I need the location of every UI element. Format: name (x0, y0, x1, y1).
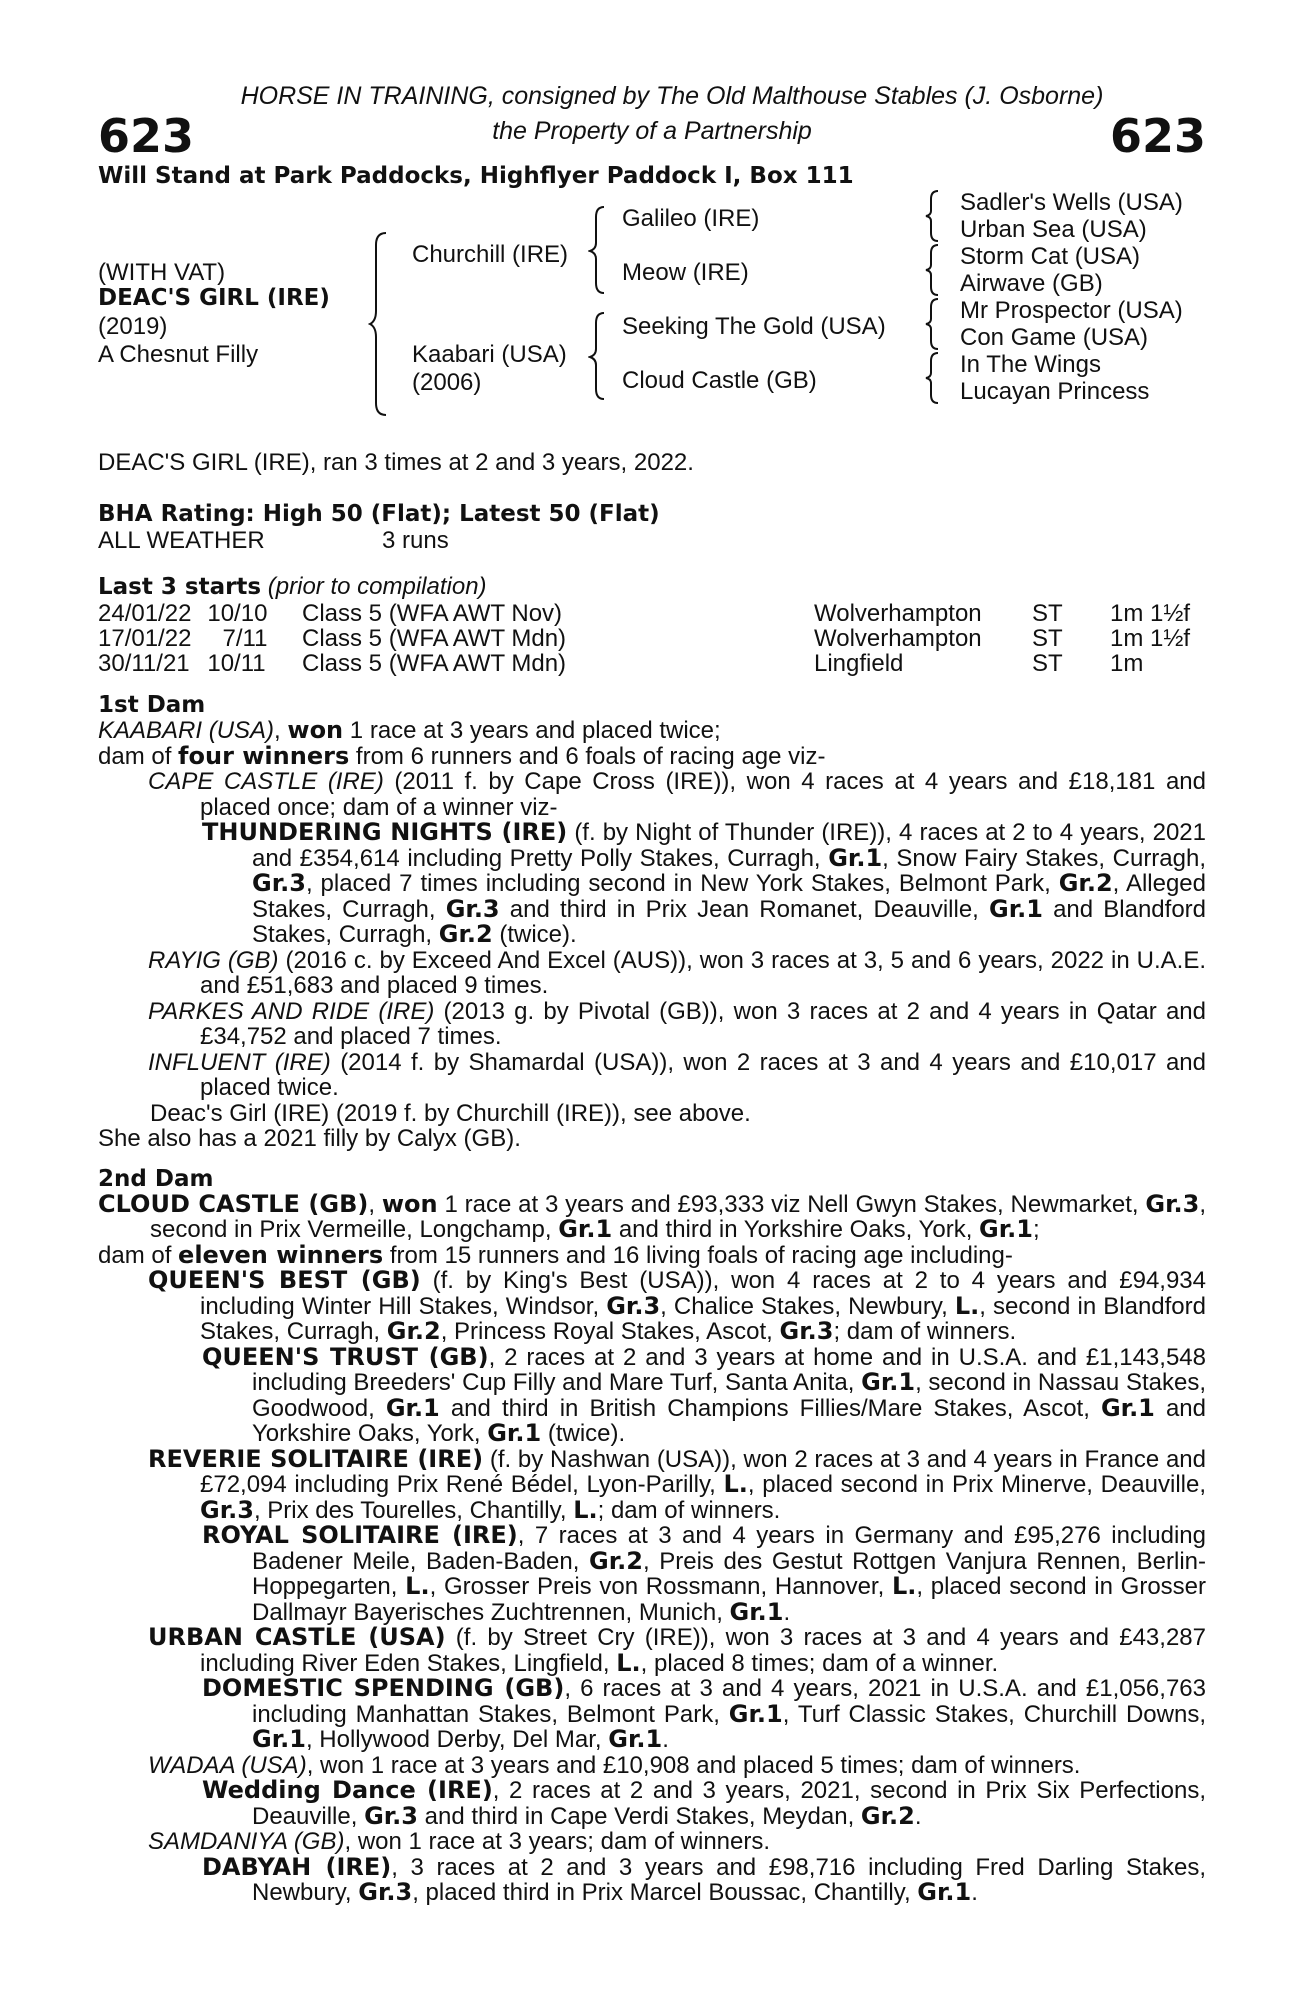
ped-dss: Mr Prospector (USA) (960, 297, 1183, 324)
start-row (98, 626, 1206, 651)
g: Gr.1 (1100, 1393, 1155, 1422)
t: 1 race at 3 years and £93,333 viz Nell Gwyn Stakes, Newmarket, (437, 1190, 1146, 1218)
progeny-urban-castle (98, 1625, 1206, 1676)
t: (twice). (541, 1420, 626, 1447)
t: (twice). (492, 921, 577, 948)
n: QUEEN'S TRUST (GB) (202, 1342, 489, 1371)
ped-ddd: Lucayan Princess (960, 378, 1150, 405)
progeny-influent (98, 1050, 1206, 1101)
n: SAMDANIYA (GB) (148, 1828, 345, 1855)
t: , placed third in Prix Marcel Boussac, Chantilly, (412, 1879, 918, 1906)
starts-heading-row (98, 573, 1206, 601)
t: and Yorkshire Oaks, York, (252, 1394, 1207, 1447)
start-race: Class 5 (WFA AWT Nov) (302, 600, 563, 627)
pedigree-table (98, 189, 1206, 427)
rating-section (98, 501, 1206, 553)
g: Gr.3 (252, 869, 306, 897)
t: and third in Prix Jean Romanet, Deauville, (499, 895, 989, 923)
t: and Blandford Stakes, Curragh, (252, 895, 1206, 948)
n: DABYAH (IRE) (202, 1852, 392, 1881)
t: ; dam of winners. (833, 1318, 1017, 1345)
g: Gr.2 (860, 1801, 915, 1830)
start-position: 7/11 (222, 625, 268, 652)
n: ROYAL SOLITAIRE (IRE) (202, 1521, 518, 1549)
dam-dam: Cloud Castle (GB) (622, 367, 817, 394)
vat-label: (WITH VAT) (98, 259, 226, 286)
g: Gr.3 (445, 894, 500, 923)
t: dam of (98, 1241, 179, 1269)
pedigree-brace-3 (588, 311, 608, 401)
t: , 7 races at 3 and 4 years in Germany and £95,276 including Badener Meile, Baden-Baden, (252, 1522, 1206, 1575)
progeny-cape-castle (98, 769, 1206, 820)
t: ; (1032, 1216, 1040, 1243)
g: Gr.1 (917, 1878, 972, 1906)
start-position: 10/10 (207, 600, 268, 627)
second-dam-heading: 2nd Dam (98, 1165, 214, 1192)
t: won (381, 1189, 438, 1218)
t: , Princess Royal Stakes, Ascot, (440, 1318, 780, 1345)
g: Gr.1 (608, 1725, 663, 1753)
progeny-deacs-girl: Deac's Girl (IRE) (2019 f. by Churchill (IRE)), see above. (150, 1099, 751, 1127)
ped-dsd: Con Game (USA) (960, 324, 1149, 351)
g: Gr.2 (386, 1317, 441, 1345)
rating-row (98, 527, 1206, 553)
first-dam-line2 (98, 741, 1206, 770)
also-has: She also has a 2021 filly by Calyx (GB). (98, 1125, 521, 1152)
rating-heading: BHA Rating: High 50 (Flat); Latest 50 (Flat) (98, 501, 660, 527)
g: Gr.3 (606, 1291, 661, 1320)
progeny-queens-best (98, 1268, 1206, 1345)
dam: Kaabari (USA) (412, 341, 567, 368)
t: , Turf Classic Stakes, Churchill Downs, (782, 1700, 1206, 1728)
start-going: ST (1032, 625, 1063, 652)
g: Gr.2 (589, 1546, 643, 1575)
progeny-royal-solitaire (98, 1523, 1206, 1625)
t: , won 1 race at 3 years; dam of winners. (344, 1828, 771, 1855)
g: L. (573, 1495, 598, 1524)
starts-section (98, 573, 1206, 676)
t: . (662, 1726, 669, 1753)
t: (f. by Nashwan (USA)), won 2 races at 3 and 4 years in France and £72,094 including Prix René Bédel, Lyon-Parilly, (200, 1445, 1206, 1498)
t: , placed second in Grosser Dallmayr Bayerisches Zuchtrennen, Munich, (252, 1573, 1207, 1626)
lot-number-left: 623 (98, 109, 195, 163)
n: THUNDERING NIGHTS (IRE) (202, 818, 568, 846)
g: Gr.2 (1058, 869, 1113, 897)
ped-sdd: Airwave (GB) (960, 270, 1103, 297)
g: Gr.1 (989, 894, 1043, 923)
starts-table (98, 601, 1206, 676)
ped-sds: Storm Cat (USA) (960, 243, 1141, 270)
sire-dam: Meow (IRE) (622, 259, 749, 286)
t: , 3 races at 2 and 3 years and £98,716 including Fred Darling Stakes, Newbury, (252, 1853, 1206, 1906)
t: , Chalice Stakes, Newbury, (660, 1292, 955, 1320)
pedigree-brace-5 (924, 243, 942, 297)
g: L. (954, 1291, 980, 1320)
horse-description: A Chesnut Filly (98, 341, 259, 368)
g: Gr.1 (487, 1419, 542, 1447)
t: , second in Nassau Stakes, Goodwood, (252, 1369, 1206, 1422)
property-line: the Property of a Partnership (492, 117, 812, 145)
t: (f. by Street Cry (IRE)), won 3 races at 3 and 4 years and £43,287 including River Eden Stakes, Lingfield, (200, 1624, 1206, 1677)
progeny-thundering-nights (98, 820, 1206, 948)
start-course: Wolverhampton (814, 625, 982, 652)
g: Gr.1 (558, 1215, 613, 1243)
g: L. (616, 1648, 641, 1677)
start-dist: 1m 1½f (1110, 625, 1191, 652)
rating-runs: 3 runs (382, 527, 449, 554)
n: WADAA (USA) (148, 1751, 307, 1779)
start-race: Class 5 (WFA AWT Mdn) (302, 650, 567, 677)
t: , (368, 1190, 382, 1218)
g: Gr.1 (385, 1393, 440, 1422)
t: , 2 races at 2 and 3 years, 2021, second in Prix Six Perfections, Deauville, (252, 1777, 1206, 1830)
first-dam-line1 (98, 718, 1206, 744)
n: Wedding Dance (IRE) (202, 1776, 493, 1804)
start-going: ST (1032, 650, 1063, 677)
horse-year: (2019) (98, 313, 168, 340)
t: , second in Blandford Stakes, Curragh, (200, 1292, 1206, 1345)
t: (2013 g. by Pivotal (GB)), won 3 races at 2 and 4 years in Qatar and £34,752 and placed 7 times. (200, 997, 1206, 1050)
g: Gr.3 (358, 1878, 413, 1906)
g: L. (405, 1572, 430, 1600)
t: . (971, 1879, 978, 1906)
start-date-pos (98, 601, 288, 626)
progeny-parkes-and-ride (98, 999, 1206, 1050)
g: Gr.1 (861, 1368, 916, 1396)
g: Gr.1 (252, 1725, 306, 1753)
pedigree-brace-1 (368, 229, 392, 419)
dam-name: KAABARI (USA) (98, 717, 275, 744)
pedigree-brace-7 (924, 351, 942, 405)
start-race: Class 5 (WFA AWT Mdn) (302, 625, 567, 652)
t: from 6 runners and 6 foals of racing age viz- (349, 742, 826, 770)
t: ; dam of winners. (597, 1496, 781, 1524)
t: and third in British Champions Fillies/Mare Stakes, Ascot, (439, 1394, 1101, 1422)
sire-sire: Galileo (IRE) (622, 205, 760, 232)
first-dam-section (98, 692, 1206, 1152)
t: , placed second in Prix Minerve, Deauville, (747, 1471, 1206, 1498)
g: Gr.1 (728, 1699, 783, 1728)
pedigree-brace-2 (588, 205, 608, 295)
g: Gr.2 (438, 920, 493, 948)
dam-record: 1 race at 3 years and placed twice; (343, 717, 721, 744)
start-date: 17/01/22 (98, 625, 192, 652)
t: (f. by King's Best (USA)), won 4 races at 2 to 4 years and £94,934 including Winter Hill Stakes, Windsor, (200, 1267, 1206, 1320)
start-date: 24/01/22 (98, 600, 192, 627)
pedigree-brace-6 (924, 297, 942, 351)
n: URBAN CASTLE (USA) (148, 1623, 446, 1651)
first-dam-heading: 1st Dam (98, 692, 206, 718)
g: Gr.3 (364, 1801, 418, 1830)
lot-row (98, 109, 1206, 163)
n: REVERIE SOLITAIRE (IRE) (148, 1444, 484, 1473)
t: (2011 f. by Cape Cross (IRE)), won 4 races at 4 years and £18,181 and placed once; dam of a winner viz- (200, 768, 1206, 821)
catalogue-page (98, 82, 1206, 1906)
start-date: 30/11/21 (98, 650, 190, 677)
t: and third in Cape Verdi Stakes, Meydan, (418, 1802, 861, 1830)
starts-note: (prior to compilation) (267, 573, 487, 600)
start-date-pos (98, 651, 288, 676)
t: , second in Prix Vermeille, Longchamp, (150, 1190, 1206, 1243)
g: L. (891, 1572, 917, 1600)
t: , Hollywood Derby, Del Mar, (305, 1726, 609, 1753)
ped-sss: Sadler's Wells (USA) (960, 189, 1183, 216)
start-dist: 1m (1110, 650, 1144, 677)
dam-sire: Seeking The Gold (USA) (622, 313, 886, 340)
t: (2014 f. by Shamardal (USA)), won 2 races at 3 and 4 years and £10,017 and placed twice. (200, 1048, 1207, 1101)
n: DOMESTIC SPENDING (GB) (202, 1674, 565, 1702)
start-row (98, 601, 1206, 626)
progeny-samdaniya (98, 1829, 1206, 1855)
n: CAPE CASTLE (IRE) (148, 768, 384, 795)
t: , won 1 race at 3 years and £10,908 and placed 5 times; dam of winners. (306, 1751, 1081, 1779)
g: Gr.1 (979, 1215, 1033, 1243)
start-date-pos (98, 626, 288, 651)
progeny-rayig (98, 948, 1206, 999)
n: INFLUENT (IRE) (148, 1048, 331, 1076)
g: Gr.1 (828, 843, 883, 872)
g: Gr.1 (729, 1597, 784, 1626)
n: PARKES AND RIDE (IRE) (148, 997, 435, 1025)
t: , 6 races at 3 and 4 years, 2021 in U.S.A. and £1,056,763 including Manhattan Stakes, Belmont Park, (252, 1675, 1206, 1728)
progeny-queens-trust (98, 1342, 1207, 1447)
stand-location: Will Stand at Park Paddocks, Highflyer Paddock I, Box 111 (98, 163, 854, 189)
pedigree-brace-4 (924, 189, 942, 243)
t: , placed 7 times including second in New York Stakes, Belmont Park, (305, 870, 1059, 897)
t: , Prix des Tourelles, Chantilly, (253, 1496, 574, 1524)
horse-name: DEAC'S GIRL (IRE) (98, 285, 330, 311)
consignor-line: HORSE IN TRAINING, consigned by The Old Malthouse Stables (J. Osborne) (240, 82, 1104, 110)
t: , Grosser Preis von Rossmann, Hannover, (429, 1573, 892, 1600)
ped-ssd: Urban Sea (USA) (960, 216, 1147, 243)
t: , 2 races at 2 and 3 years at home and in U.S.A. and £1,143,548 including Breeders' Cup Filly and Mare Turf, Santa Anita, (252, 1343, 1206, 1396)
progeny-reverie-solitaire (98, 1444, 1206, 1524)
n: CLOUD CASTLE (GB) (98, 1189, 369, 1218)
g: L. (723, 1470, 748, 1498)
dam-year: (2006) (412, 369, 482, 396)
won-text: won (287, 716, 344, 744)
t: , Preis des Gestut Rottgen Vanjura Rennen, Berlin-Hoppegarten, (252, 1547, 1207, 1600)
progeny-wedding-dance (98, 1778, 1206, 1829)
sire: Churchill (IRE) (412, 241, 569, 268)
starts-heading: Last 3 starts (98, 574, 262, 600)
ped-dds: In The Wings (960, 351, 1101, 378)
start-dist: 1m 1½f (1110, 600, 1191, 627)
start-row (98, 651, 1206, 676)
sep: , (274, 717, 288, 744)
t: , placed 8 times; dam of a winner. (640, 1649, 999, 1677)
t: . (914, 1802, 922, 1830)
t: and third in Yorkshire Oaks, York, (612, 1216, 980, 1243)
rating-surface: ALL WEATHER (98, 527, 265, 554)
start-course: Wolverhampton (814, 600, 982, 627)
t: , Alleged Stakes, Curragh, (252, 870, 1207, 923)
t: . (783, 1598, 791, 1626)
second-dam-record (98, 1189, 1206, 1243)
t: from 15 runners and 16 living foals of racing age including- (383, 1241, 1013, 1269)
n: QUEEN'S BEST (GB) (148, 1266, 421, 1294)
winners-count: eleven winners (178, 1240, 384, 1269)
t: dam of (98, 742, 179, 770)
t: (f. by Night of Thunder (IRE)), 4 races at 2 to 4 years, 2021 and £354,614 including Pretty Polly Stakes, Curragh, (252, 819, 1207, 872)
t: , Snow Fairy Stakes, Curragh, (882, 844, 1207, 872)
t: (2016 c. by Exceed And Excel (AUS)), won 3 races at 3, 5 and 6 years, 2022 in U.A.E. and £51,683 and placed 9 times. (200, 946, 1206, 999)
race-summary: DEAC'S GIRL (IRE), ran 3 times at 2 and 3 years, 2022. (98, 449, 694, 476)
start-going: ST (1032, 600, 1063, 627)
lot-number-right: 623 (1109, 109, 1206, 163)
progeny-dabyah (98, 1852, 1206, 1906)
g: Gr.3 (200, 1495, 254, 1524)
g: Gr.3 (1145, 1189, 1200, 1218)
start-position: 10/11 (207, 650, 266, 677)
n: RAYIG (GB) (148, 946, 279, 974)
second-dam-produce (98, 1240, 1206, 1269)
g: Gr.3 (779, 1317, 834, 1345)
second-dam-section (98, 1166, 1206, 1906)
progeny-wadaa (98, 1753, 1206, 1779)
start-course: Lingfield (814, 650, 904, 677)
progeny-domestic-spending (98, 1676, 1206, 1753)
winners-count: four winners (178, 741, 350, 770)
